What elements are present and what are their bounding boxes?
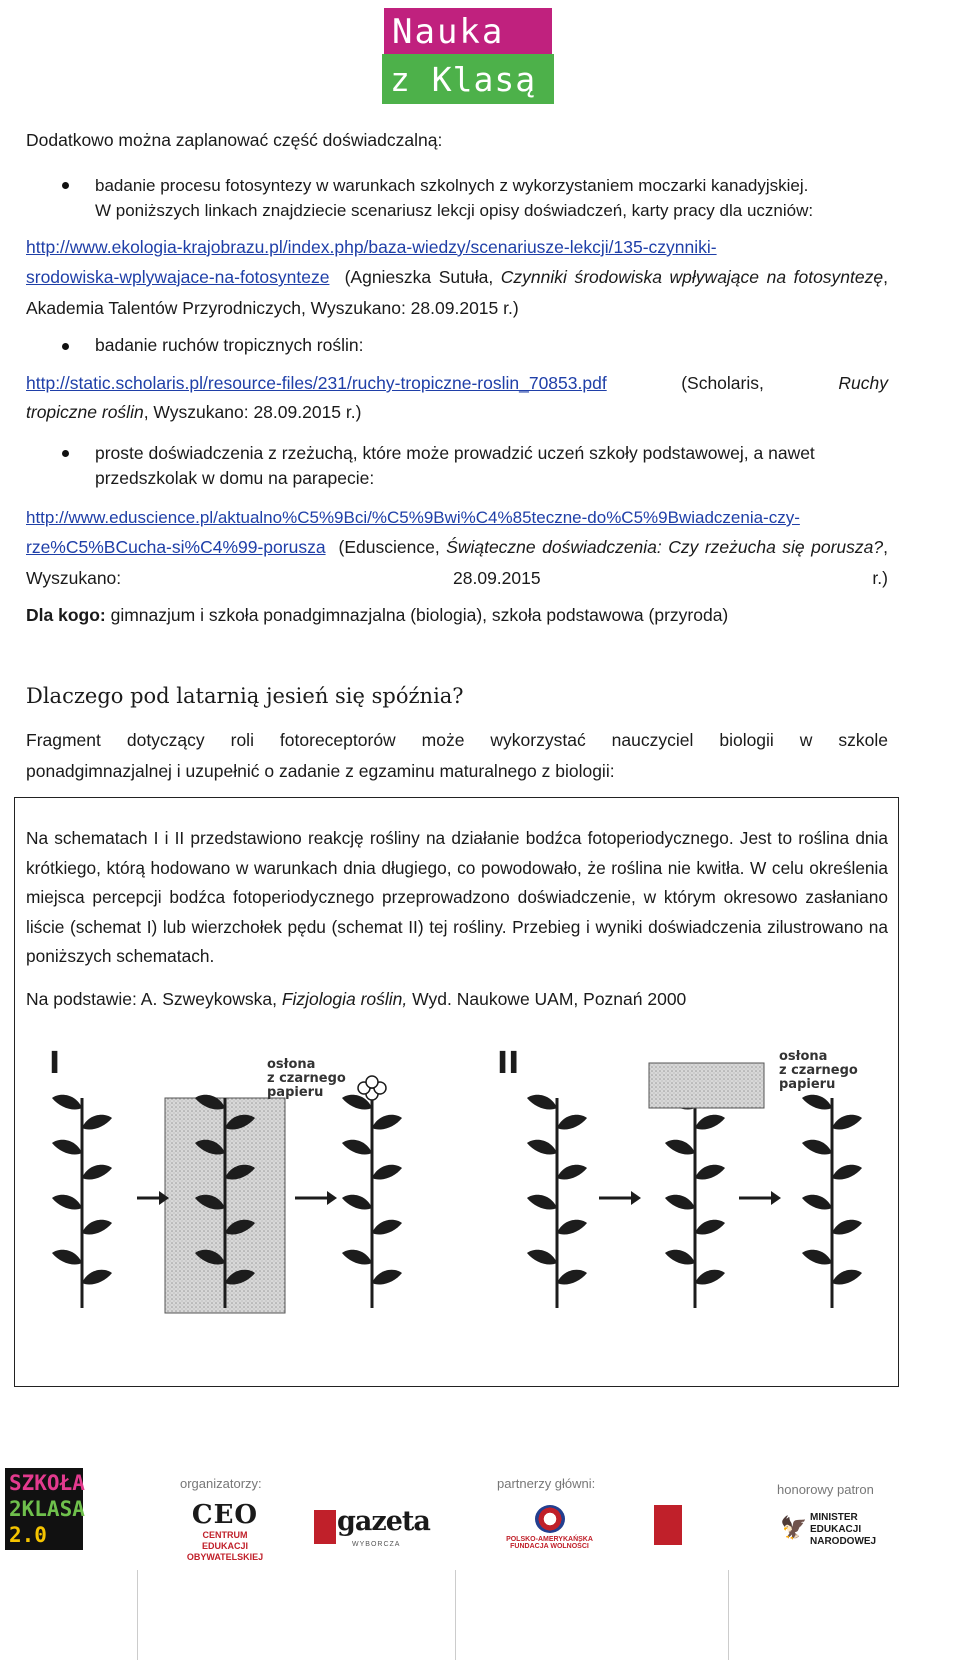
bullet-3-link-line1[interactable]: http://www.eduscience.pl/aktualno%C5%9Bci/%C5%9Bwi%C4%85teczne-do%C5%9Bwiadczenia-czy- [26,508,800,527]
bullet-3-source-post: , Wyszukano: 28.09.2015 r.) [26,537,888,588]
bullet-1-text [95,170,895,226]
patron-label: honorowy patron [777,1482,874,1497]
cover-label-I-2: z czarnego [267,1071,346,1086]
pafw-line2: FUNDACJA WOLNOŚCI [510,1543,589,1550]
task-source-title: Fizjologia roślin, [281,989,408,1009]
men-line2: EDUKACJI [810,1524,862,1535]
gazeta-sub: WYBORCZA [352,1541,401,1548]
bullet-1-source-title: Czynniki środowiska wpływające na fotosyntezę [500,267,884,287]
footer-logo-line1: SZKOŁA [9,1471,85,1495]
section-heading: Dlaczego pod latarnią jesień się spóźnia? [26,684,464,708]
task-source [26,984,686,1015]
bullet-3-link-line2[interactable]: rze%C5%BCucha-si%C4%99-porusza [26,537,326,557]
bullet-2-source-title-2: tropiczne roślin [26,402,144,422]
bullet-1-line2: W poniższych linkach znajdziecie scenariusz lekcji opisy doświadczeń, karty pracy dla uczniów: [95,201,814,220]
bullet-1-link-line1[interactable]: http://www.ekologia-krajobrazu.pl/index.php/baza-wiedzy/scenariusze-lekcji/135-czynniki- [26,237,717,257]
bullet-dot [62,343,69,350]
cover-II [649,1063,764,1108]
nauka-z-klasa-logo [382,8,554,138]
bullet-2-source-title-1: Ruchy [838,373,888,393]
gazeta-logo: gazeta [337,1506,430,1537]
arrow-I-2 [295,1191,337,1205]
task-source-pre: Na podstawie: A. Szweykowska, [26,989,282,1009]
cover-label-II-2: z czarnego [779,1063,858,1078]
logo-line1: Nauka [392,12,505,52]
cover-label-I-3: papieru [267,1085,324,1100]
bullet-3-source-line1 [26,532,888,594]
ceo-mark: CEO [191,1500,259,1530]
eagle-emblem-icon: 🦅 [780,1515,808,1540]
plant-II-3 [802,1095,862,1308]
pafw-line1: POLSKO-AMERYKAŃSKA [506,1536,593,1543]
plant-I-1 [52,1095,112,1308]
arrow-II-2 [739,1191,781,1205]
ceo-line1: CENTRUM EDUKACJI [201,1530,248,1551]
bullet-3-source-pre: (Eduscience, [338,537,440,557]
bullet-3-line2: przedszkolak w domu na parapecie: [95,468,375,488]
audience-text: gimnazjum i szkoła ponadgimnazjalna (biologia), szkoła podstawowa (przyroda) [105,605,729,625]
pafw-emblem [535,1505,565,1533]
footer-logo-line2: 2KLASA [9,1497,85,1521]
bullet-2-source-line2 [26,397,361,428]
bullet-2-source-post: , Wyszukano: 28.09.2015 r.) [143,402,362,422]
bullet-1-source [26,262,888,324]
arrow-I-1 [137,1191,169,1205]
task-source-post: Wyd. Naukowe UAM, Poznań 2000 [407,989,687,1009]
photoperiod-diagram [27,1038,887,1338]
bullet-2-link[interactable]: http://static.scholaris.pl/resource-files/231/ruchy-tropiczne-roslin_70853.pdf [26,373,607,393]
bullet-dot [62,182,69,189]
partners-label: partnerzy główni: [497,1476,596,1491]
men-line3: NARODOWEJ [810,1536,877,1547]
bullet-3-line1: proste doświadczenia z rzeżuchą, które może prowadzić uczeń szkoły podstawowej, a nawet [95,443,815,463]
bullet-2-link-row [26,368,888,399]
footer-divider [455,1570,456,1660]
cover-label-II-1: osłona [779,1049,828,1064]
section-paragraph-line1: Fragment dotyczący roli fotoreceptorów może wykorzystać nauczyciel biologii w szkole [26,730,888,750]
pafw-logo [497,1505,602,1550]
bullet-3-source-title: Świąteczne doświadczenia: Czy rzeżucha się porusza? [446,537,884,557]
audience-line [26,600,728,631]
ceo-line2: OBYWATELSKIEJ [186,1552,264,1562]
footer-logo-line3: 2.0 [9,1523,47,1547]
bullet-2-source-pre: (Scholaris, [681,373,764,393]
bullet-1-source-pre: (Agnieszka Sutuła, [344,267,494,287]
bullet-dot [62,450,69,457]
bullet-1-link-line2[interactable]: srodowiska-wplywajace-na-fotosynteze [26,267,330,287]
plant-I-3-flowering [342,1076,402,1308]
plant-II-1 [527,1095,587,1308]
section-paragraph [26,725,888,787]
scheme-label-II: II [497,1046,520,1081]
bullet-2-text: badanie ruchów tropicznych roślin: [95,335,364,355]
footer-divider [137,1570,138,1660]
bullet-3-text [95,438,895,494]
task-paragraph: Na schematach I i II przedstawiono reakcję rośliny na działanie bodźca fotoperiodycznego. Jest to roślina dnia krótkiego, którą hodowano w warunkach dnia długiego, co powodowało, że roślina nie kwitła. W celu określenia miejsca percepcji bodźca fotoperiodycznego przeprowadzono doświadczenie, w którym okresowo zasłaniano liście (schemat I) lub wierzchołek pędu (schemat II) tej rośliny. Przebieg i wyniki doświadczenia zilustrowano na poniższych schematach. [26,828,888,966]
bullet-1-source-post: , Akademia Talentów Przyrodniczych, Wyszukano: 28.09.2015 r.) [26,267,888,318]
cover-label-I-1: osłona [267,1057,316,1072]
cover-label-II-3: papieru [779,1077,836,1092]
szkola-z-klasa-logo [5,1468,83,1550]
section-paragraph-line2: ponadgimnazjalnej i uzupełnić o zadanie z egzaminu maturalnego z biologii: [26,761,615,781]
gazeta-red-mark [314,1510,336,1544]
logo-line2: z Klasą 2.0 [390,60,537,138]
organizers-label: organizatorzy: [180,1476,262,1491]
scheme-label-I: I [49,1046,61,1081]
arrow-II-1 [599,1191,641,1205]
ceo-logo [180,1500,270,1563]
men-logo [810,1512,876,1548]
plant-II-2 [665,1095,725,1308]
men-line1: MINISTER [810,1512,858,1523]
audience-label: Dla kogo: [26,605,106,625]
task-box [14,797,899,1387]
intro-text: Dodatkowo można zaplanować część doświadczalną: [26,130,443,150]
partner-red-logo [654,1505,682,1545]
bullet-1-line1: badanie procesu fotosyntezy w warunkach szkolnych z wykorzystaniem moczarki kanadyjskiej. [95,176,809,195]
footer-divider [728,1570,729,1660]
